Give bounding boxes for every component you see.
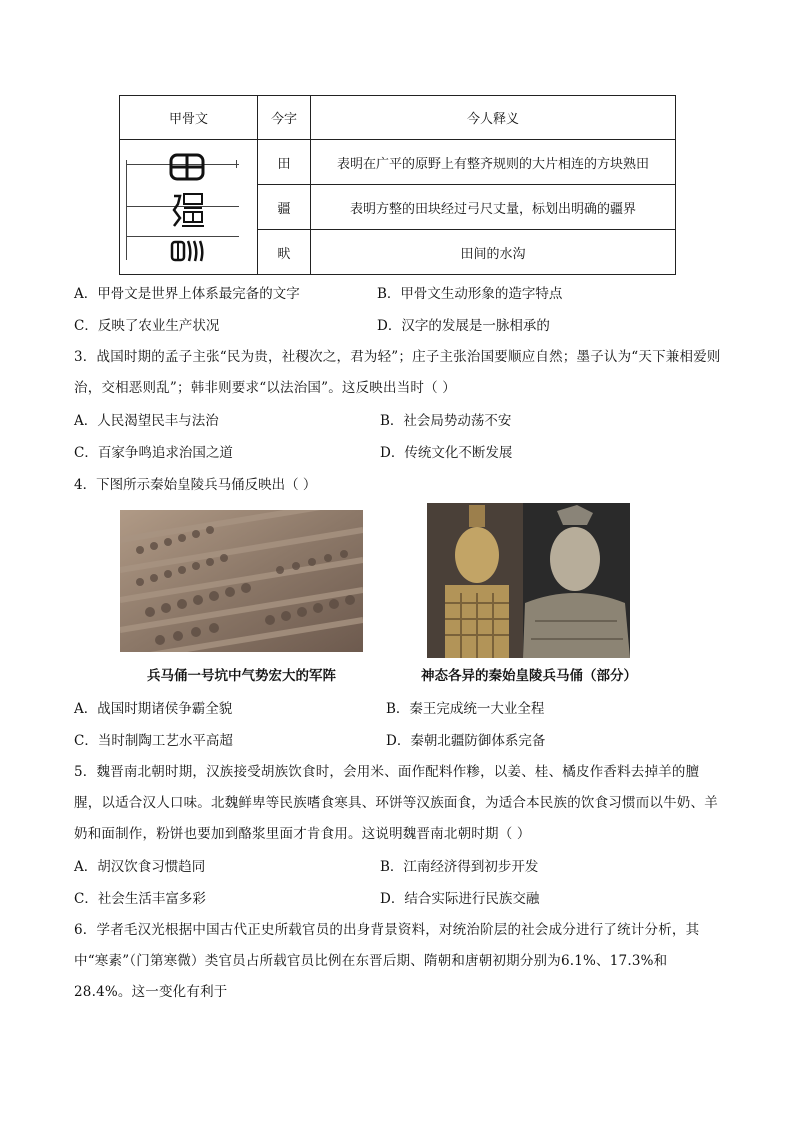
q2-option-a: A．甲骨文是世界上体系最完备的文字 (74, 286, 300, 302)
q3-option-d: D．传统文化不断发展 (380, 445, 513, 461)
q5-option-c: C．社会生活丰富多彩 (74, 891, 206, 907)
q6-stem: 6．学者毛汉光根据中国古代正史所载官员的出身背景资料，对统治阶层的社会成分进行了统计分析，其中“寒素”（门第寒微）类官员占所载官员比例在东晋后期、隋朝和唐朝初期分别为6.1%、17.3%和28.4%。这一变化有利于 (74, 922, 700, 1000)
q4-option-c: C．当时制陶工艺水平高超 (74, 733, 233, 749)
meaning-quan: 田间的水沟 (311, 230, 676, 275)
caption-left: 兵马俑一号坑中气势宏大的军阵 (147, 668, 336, 684)
q2-option-c: C．反映了农业生产状况 (74, 318, 220, 334)
oracle-bone-table (119, 95, 676, 275)
q3-option-a: A．人民渴望民丰与法治 (74, 413, 219, 429)
modern-char-jiang: 疆 (258, 185, 311, 230)
q3-option-c: C．百家争鸣追求治国之道 (74, 445, 233, 461)
table-header-row (120, 96, 676, 140)
q5-stem: 5．魏晋南北朝时期，汉族接受胡族饮食时，会用米、面作配料作糁，以姜、桂、橘皮作香料去掉羊的膻腥，以适合汉人口味。北魏鲜卑等民族嗜食寒具、环饼等汉族面食，为适合本民族的饮食习惯而以牛奶、羊奶和面制作，粉饼也要加到酪浆里面才肯食用。这说明魏晋南北朝时期（ ） (74, 764, 718, 842)
q4-stem: 4．下图所示秦始皇陵兵马俑反映出（ ） (74, 477, 317, 493)
terracotta-pit-photo (120, 510, 363, 652)
q3-option-b: B．社会局势动荡不安 (380, 413, 512, 429)
terracotta-warriors-photo (427, 503, 630, 658)
q5-option-a: A．胡汉饮食习惯趋同 (74, 859, 206, 875)
q2-option-b: B．甲骨文生动形象的造字特点 (377, 286, 563, 302)
header-modern-char: 今字 (258, 96, 311, 140)
header-meaning: 今人释义 (311, 96, 676, 140)
table-row (120, 140, 676, 185)
caption-right: 神态各异的秦始皇陵兵马俑（部分） (421, 668, 637, 684)
q5-option-d: D．结合实际进行民族交融 (380, 891, 540, 907)
oracle-glyph-quan (170, 238, 206, 264)
q5-option-b: B．江南经济得到初步开发 (380, 859, 539, 875)
q4-option-a: A．战国时期诸侯争霸全貌 (74, 701, 233, 717)
q4-option-d: D．秦朝北疆防御体系完备 (386, 733, 546, 749)
q3-stem: 3．战国时期的孟子主张“民为贵，社稷次之，君为轻”；庄子主张治国要顺应自然；墨子认为“天下兼相爱则治，交相恶则乱”；韩非则要求“以法治国”。这反映出当时（ ） (74, 349, 721, 396)
q2-option-d: D．汉字的发展是一脉相承的 (377, 318, 550, 334)
q4-option-b: B．秦王完成统一大业全程 (386, 701, 545, 717)
header-oracle: 甲骨文 (120, 96, 258, 140)
meaning-tian: 表明在广平的原野上有整齐规则的大片相连的方块熟田 (311, 140, 676, 185)
oracle-glyph-jiang (170, 190, 206, 230)
modern-char-quan: 畎 (258, 230, 311, 275)
oracle-glyph-image (120, 140, 258, 275)
oracle-glyph-tian (168, 152, 206, 182)
meaning-jiang: 表明方整的田块经过弓尺丈量，标划出明确的疆界 (311, 185, 676, 230)
modern-char-tian: 田 (258, 140, 311, 185)
